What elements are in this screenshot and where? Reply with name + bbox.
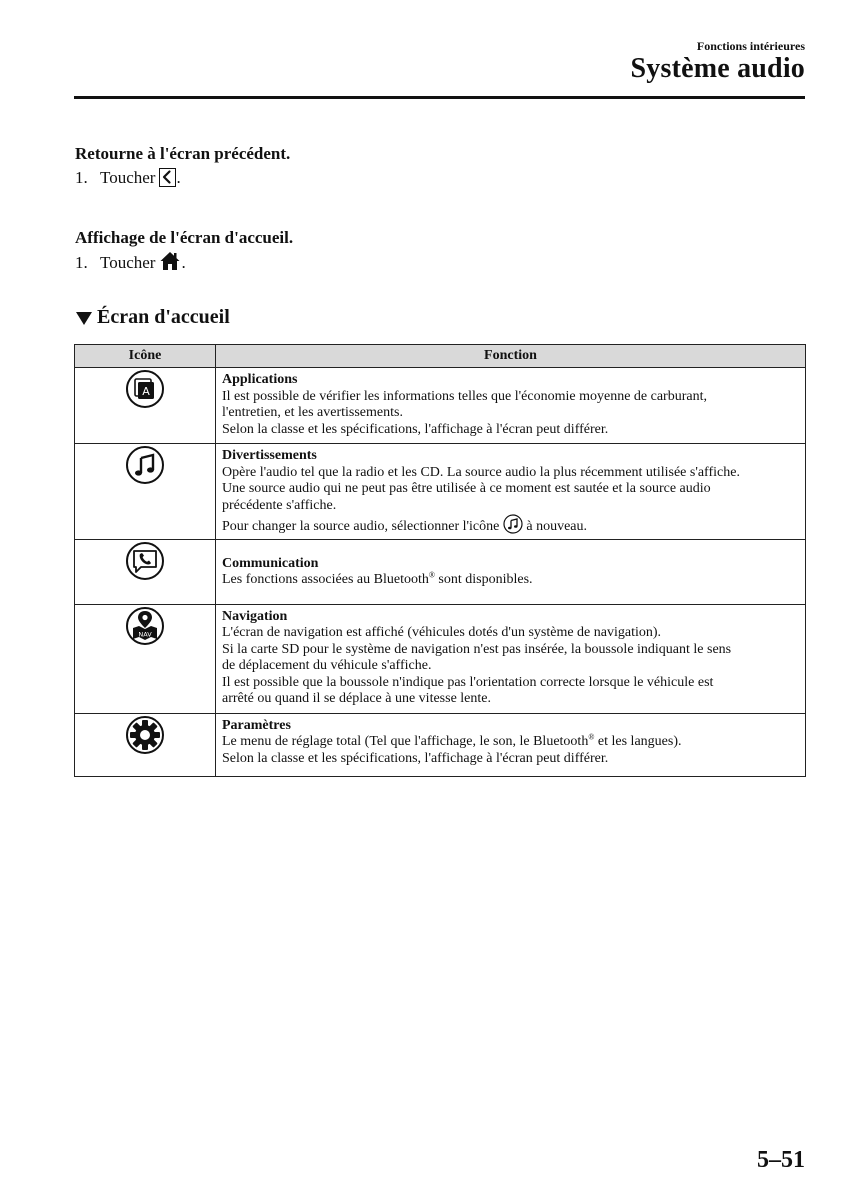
page-title: Système audio — [630, 53, 805, 84]
step-number: 1. — [75, 253, 88, 272]
row-line-after: sont disponibles. — [434, 572, 533, 587]
row-line-after: et les langues). — [594, 734, 682, 749]
row-line: Selon la classe et les spécifications, l'affichage à l'écran peut différer. — [222, 421, 609, 437]
settings-icon — [125, 715, 165, 755]
row-line-before: Le menu de réglage total (Tel que l'affichage, le son, le Bluetooth — [222, 734, 589, 749]
table-row — [75, 444, 806, 540]
communication-icon — [125, 541, 165, 581]
navigation-icon — [125, 606, 165, 646]
table-row — [75, 604, 806, 713]
registered-mark: ® — [588, 732, 595, 742]
home-icon — [159, 250, 181, 272]
row-line — [222, 514, 799, 536]
row-line-after: à nouveau. — [526, 519, 588, 534]
home-screen-heading — [75, 306, 230, 329]
back-step — [75, 168, 181, 188]
row-title: Applications — [222, 372, 298, 387]
row-line: Si la carte SD pour le système de navigation n'est pas insérée, la boussole indiquant le sens — [222, 641, 732, 657]
entertainment-icon — [125, 445, 165, 485]
home-screen-title: Écran d'accueil — [97, 306, 230, 328]
home-heading: Affichage de l'écran d'accueil. — [75, 228, 294, 247]
svg-text:A: A — [142, 385, 150, 398]
table-row — [75, 713, 806, 776]
registered-mark: ® — [428, 570, 435, 580]
row-title: Divertissements — [222, 448, 317, 463]
row-line: de déplacement du véhicule s'affiche. — [222, 658, 432, 673]
row-title: Paramètres — [222, 717, 291, 733]
step-end: . — [181, 253, 186, 272]
header-divider — [74, 96, 805, 99]
step-end: . — [176, 168, 181, 187]
back-heading: Retourne à l'écran précédent. — [75, 144, 291, 163]
back-arrow-icon — [159, 168, 176, 187]
row-line: l'entretien, et les avertissements. — [222, 405, 403, 420]
step-text: Toucher — [100, 168, 156, 187]
row-line: Opère l'audio tel que la radio et les CD. La source audio la plus récemment utilisée s'affiche. — [222, 464, 740, 480]
section-label: Fonctions intérieures — [696, 39, 805, 53]
row-line: Une source audio qui ne peut pas être utilisée à ce moment est sautée et la source audio — [222, 481, 711, 496]
row-line — [222, 572, 799, 589]
row-line: Selon la classe et les spécifications, l'affichage à l'écran peut différer. — [222, 750, 609, 766]
row-line: précédente s'affiche. — [222, 497, 337, 513]
row-line: Il est possible de vérifier les informations telles que l'économie moyenne de carburant, — [222, 388, 707, 404]
column-header-icon: Icône — [75, 345, 216, 368]
row-line: Il est possible que la boussole n'indique pas l'orientation correcte lorsque le véhicule est — [222, 674, 714, 690]
row-line-before: Pour changer la source audio, sélectionner l'icône — [222, 519, 500, 534]
row-line-before: Les fonctions associées au Bluetooth — [222, 572, 429, 587]
column-header-function: Fonction — [216, 345, 806, 368]
table-row — [75, 368, 806, 444]
row-title: Communication — [222, 555, 319, 571]
applications-icon — [125, 369, 165, 409]
triangle-down-icon — [75, 310, 93, 326]
icon-function-table — [74, 344, 806, 777]
step-text: Toucher — [100, 253, 156, 272]
table-header-row — [75, 345, 806, 368]
row-line: L'écran de navigation est affiché (véhicules dotés d'un système de navigation). — [222, 625, 662, 640]
row-line: arrêté ou quand il se déplace à une vitesse lente. — [222, 691, 491, 706]
row-title: Navigation — [222, 608, 288, 624]
music-note-icon — [503, 514, 523, 534]
table-row — [75, 539, 806, 604]
nav-icon-label: NAV — [138, 630, 152, 638]
row-line — [222, 734, 799, 751]
home-step — [75, 251, 186, 273]
step-number: 1. — [75, 168, 88, 187]
page-number: 5–51 — [757, 1147, 805, 1173]
